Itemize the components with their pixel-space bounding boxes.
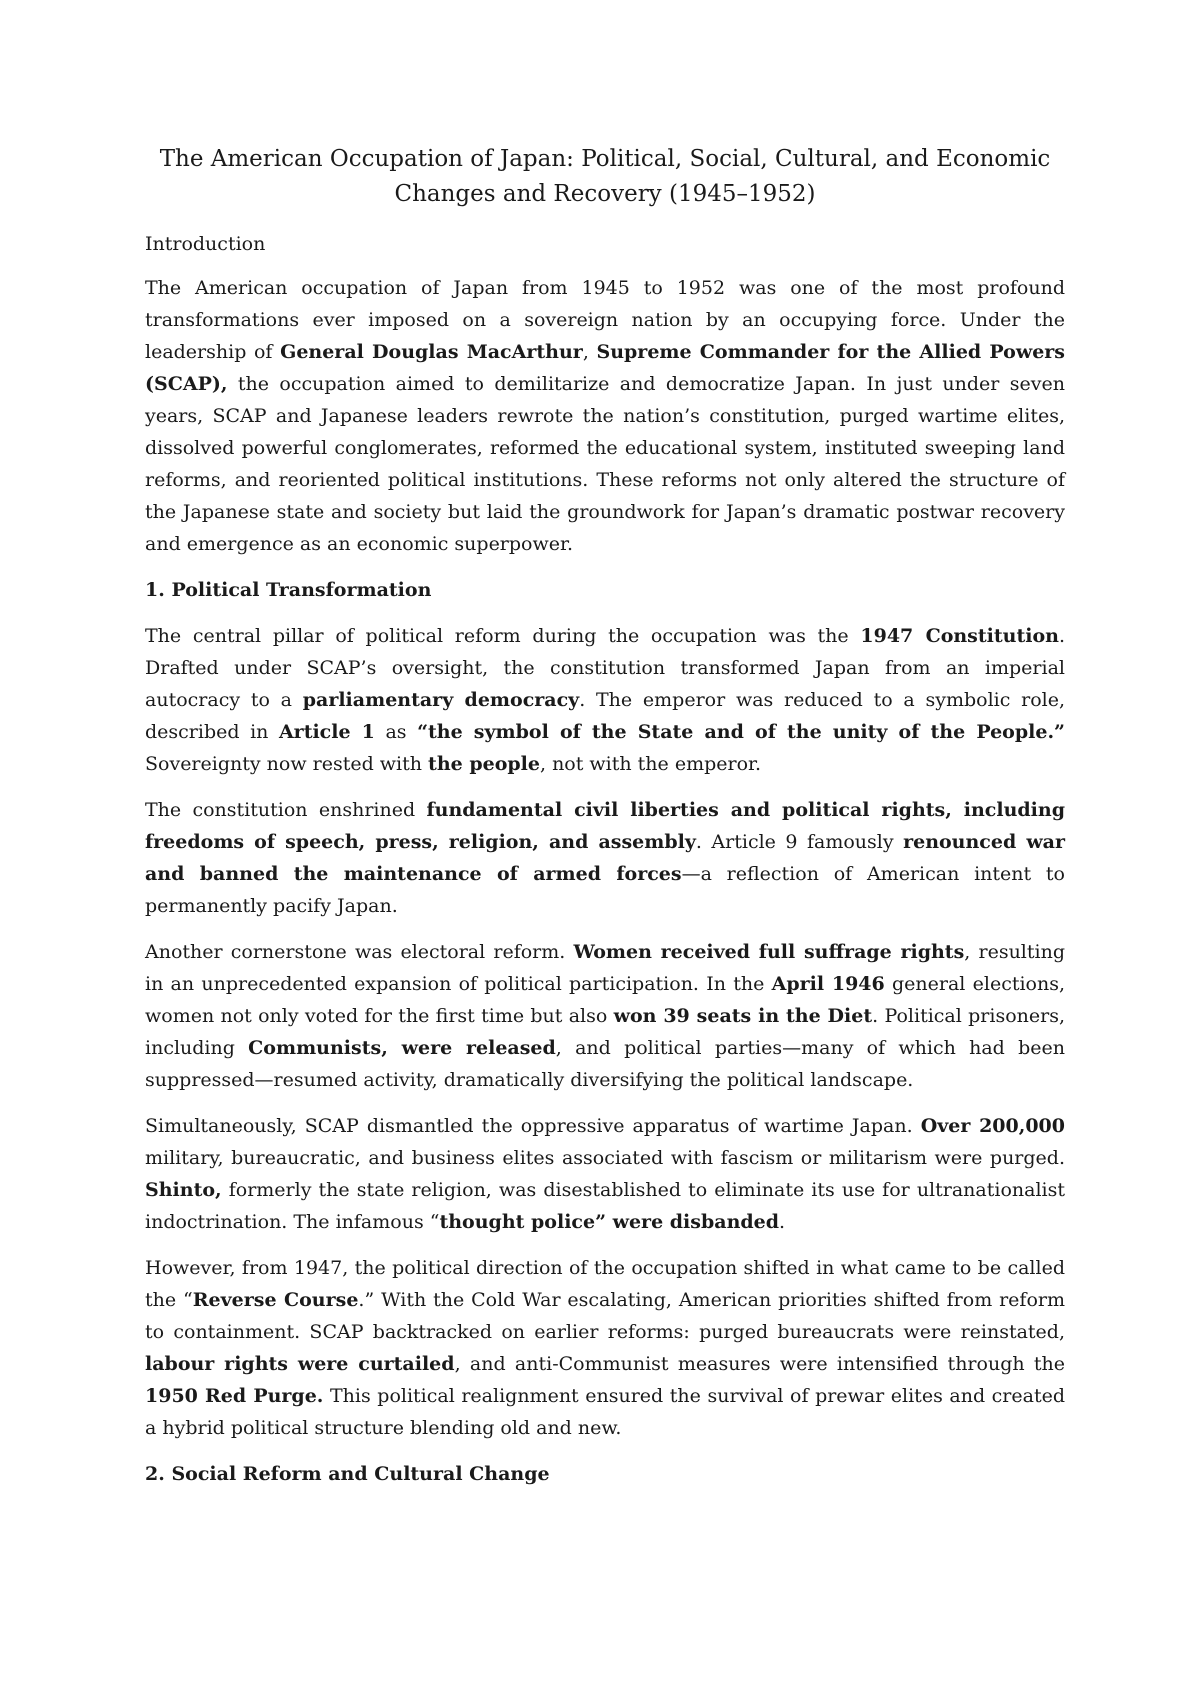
bold-text: “the symbol of the State and of the unity of the People.”	[417, 721, 1065, 743]
bold-text: 2. Social Reform and Cultural Change	[145, 1463, 550, 1485]
text-run: military, bureaucratic, and business elites associated with fascism or militarism were purged.	[145, 1147, 1065, 1169]
text-run: , resulting in an unprecedented expansion of political participation. In the	[145, 941, 1065, 995]
text-run: . Political prisoners, including	[145, 1005, 1065, 1059]
text-run: Sovereignty now rested with	[145, 753, 429, 775]
text-run: formerly the state religion, was disestablished to eliminate its use for ultranationalist indoctrination. The infamous “	[145, 1179, 1065, 1233]
bold-text: won 39 seats in the Diet	[613, 1005, 873, 1027]
text-run: . Drafted under SCAP’s oversight, the constitution transformed Japan from an imperial autocracy to a	[145, 625, 1065, 711]
bold-text: April 1946	[771, 973, 885, 995]
bold-text: the people	[428, 753, 540, 775]
paragraph	[145, 936, 1065, 1096]
text-run: However, from 1947, the political direction of the occupation shifted in what came to be called the “	[145, 1257, 1065, 1311]
paragraph	[145, 272, 1065, 560]
text-run: the occupation aimed to demilitarize and democratize Japan. In just under seven years, SCAP and Japanese leaders rewrote the nation’s constitution, purged wartime elites, dissolved powerful conglomerates, reformed the educational system, instituted sweeping land reforms, and reoriented political institutions. These reforms not only altered the structure of the Japanese state and society but laid the groundwork for Japan’s dramatic postwar recovery and emergence as an economic superpower.	[145, 373, 1065, 555]
text-run: general elections, women not only voted for the first time but also	[145, 973, 1066, 1027]
document-page	[145, 142, 1065, 1504]
text-run: . Article 9 famously	[695, 831, 904, 853]
bold-text: Over 200,000	[920, 1115, 1066, 1137]
section-label	[145, 228, 1065, 260]
bold-text: 1950 Red Purge.	[145, 1385, 324, 1407]
bold-text: Article 1	[278, 721, 375, 743]
text-run: Another cornerstone was electoral reform.	[145, 941, 574, 963]
bold-text: renounced war and banned the maintenance of armed forces	[145, 831, 1065, 885]
bold-text: Supreme Commander for the Allied Powers (SCAP),	[145, 341, 1065, 395]
text-run: Introduction	[145, 233, 266, 255]
text-run: , not with the emperor.	[539, 753, 762, 775]
text-run: .	[779, 1211, 786, 1233]
paragraph	[145, 794, 1065, 922]
section-heading	[145, 1458, 1065, 1490]
paragraph	[145, 620, 1065, 780]
section-heading	[145, 574, 1065, 606]
paragraph	[145, 1110, 1065, 1238]
text-run: .” With the Cold War escalating, American priorities shifted from reform to containment. SCAP backtracked on earlier reforms: purged bureaucrats were reinstated,	[145, 1289, 1065, 1343]
text-run: , and anti-Communist measures were intensified through the	[454, 1353, 1066, 1375]
text-run: The central pillar of political reform during the occupation was the	[145, 625, 861, 647]
text-run: —a reflection of American intent to permanently pacify Japan.	[145, 863, 1065, 917]
bold-text: fundamental civil liberties and political rights, including freedoms of speech, press, religion, and assembly	[145, 799, 1065, 853]
text-run: ,	[582, 341, 597, 363]
bold-text: parliamentary democracy	[302, 689, 580, 711]
text-run: . The emperor was reduced to a symbolic role, described in	[145, 689, 1066, 743]
text-run: The constitution enshrined	[145, 799, 427, 821]
document-body	[145, 228, 1065, 1490]
bold-text: Shinto,	[145, 1179, 222, 1201]
bold-text: 1. Political Transformation	[145, 579, 432, 601]
bold-text: labour rights were curtailed	[145, 1353, 455, 1375]
bold-text: Women received full suffrage rights	[573, 941, 965, 963]
text-run: as	[374, 721, 418, 743]
bold-text: General Douglas MacArthur	[280, 341, 583, 363]
bold-text: 1947 Constitution	[860, 625, 1059, 647]
text-run: The American occupation of Japan from 1945 to 1952 was one of the most profound transformations ever imposed on a sovereign nation by an occupying force. Under the leadership of	[145, 277, 1065, 363]
bold-text: thought police” were disbanded	[439, 1211, 780, 1233]
text-run: , and political parties—many of which had been suppressed—resumed activity, dramatically diversifying the political landscape.	[145, 1037, 1065, 1091]
bold-text: Communists, were released	[248, 1037, 556, 1059]
text-run: This political realignment ensured the survival of prewar elites and created a hybrid political structure blending old and new.	[145, 1385, 1066, 1439]
paragraph	[145, 1252, 1065, 1444]
document-title: The American Occupation of Japan: Political, Social, Cultural, and Economic Changes and Recovery (1945–1952)	[159, 146, 1051, 207]
text-run: Simultaneously, SCAP dismantled the oppressive apparatus of wartime Japan.	[145, 1115, 921, 1137]
bold-text: Reverse Course	[192, 1289, 359, 1311]
